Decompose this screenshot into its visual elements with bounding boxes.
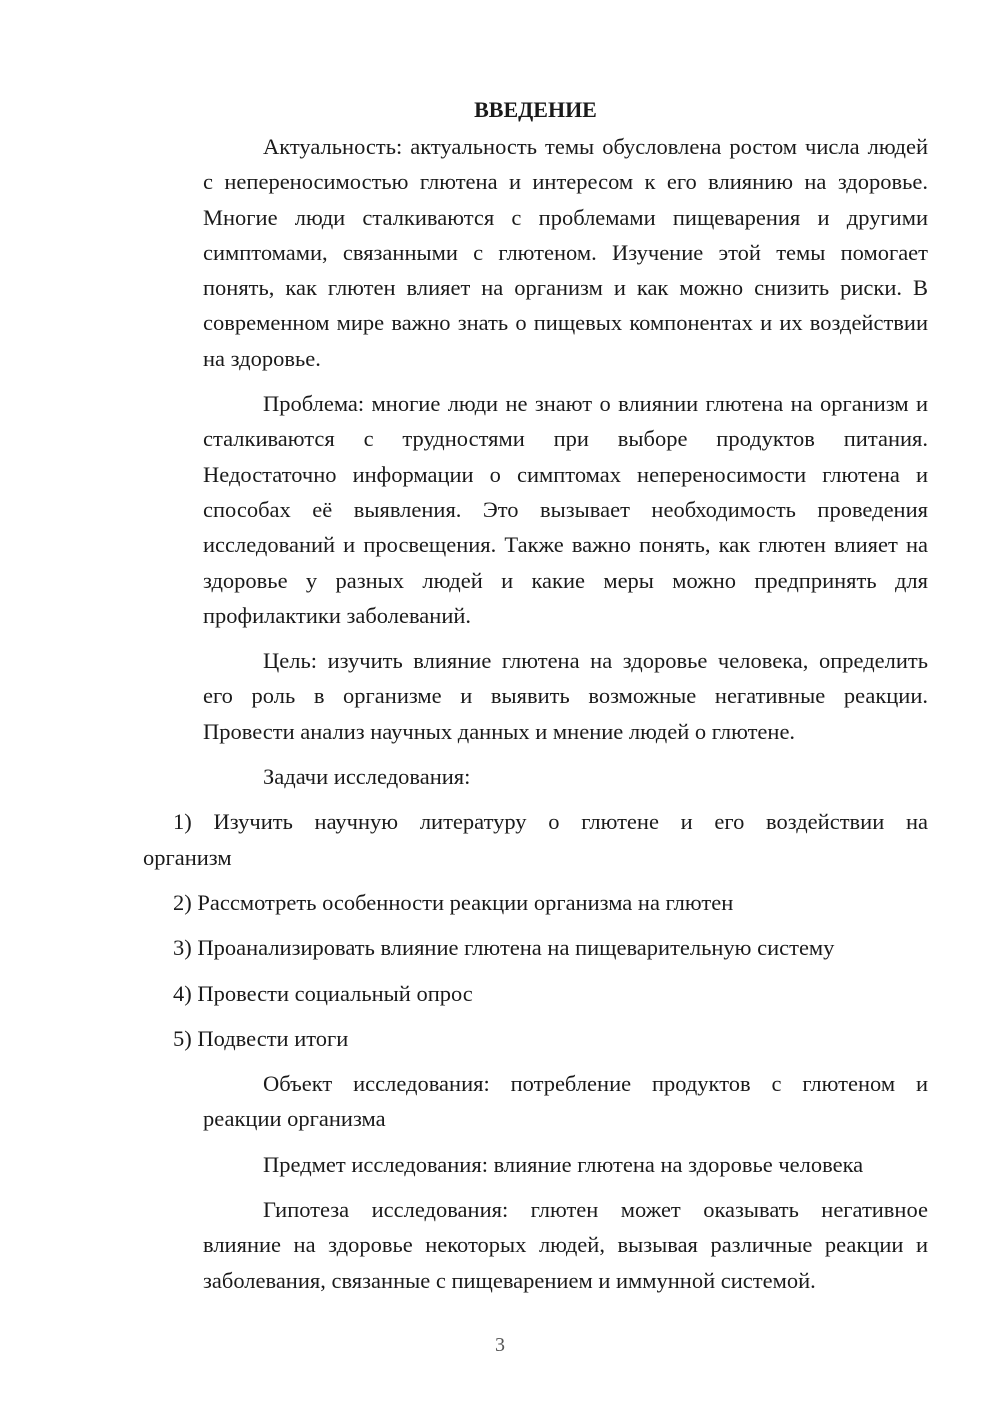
text-line: симптомами, связанными с глютеном. Изучение этой темы помогает [203,239,928,265]
text-line: Цель: изучить влияние глютена на здоровье человека, определить [263,648,928,674]
problem-paragraph [143,386,928,633]
page-content [143,92,928,1308]
text-line: 2) Рассмотреть особенности реакции организма на глютен [173,889,734,915]
tasks-heading [143,759,928,794]
text-line: Задачи исследования: [263,764,471,790]
text-line: Многие люди сталкиваются с проблемами пищеварения и другими [203,204,928,230]
text-line: понять, как глютен влияет на организм и как можно снизить риски. В [203,275,928,301]
page-number: 3 [495,1334,505,1356]
task-item-3 [143,930,928,965]
text-line: влияние на здоровье некоторых людей, вызывая различные реакции и [203,1232,928,1258]
text-line: сталкиваются с трудностями при выборе продуктов питания. [203,426,928,452]
hypothesis-paragraph [143,1192,928,1298]
text-line: 3) Проанализировать влияние глютена на пищеварительную систему [173,935,835,961]
text-line: 4) Провести социальный опрос [173,980,473,1006]
text-line: с непереносимостью глютена и интересом к его влиянию на здоровье. [203,169,928,195]
text-line: здоровье у разных людей и какие меры можно предпринять для [203,567,928,593]
section-title: ВВЕДЕНИЕ [474,97,597,122]
text-line: Гипотеза исследования: глютен может оказывать негативное [263,1197,928,1223]
text-line: профилактики заболеваний. [203,602,472,628]
relevance-paragraph [143,129,928,376]
text-line: организм [143,844,232,870]
task-item-5 [143,1021,928,1056]
text-line: современном мире важно знать о пищевых компонентах и их воздействии [203,310,928,336]
text-line: Провести анализ научных данных и мнение людей о глютене. [203,718,796,744]
text-line: Предмет исследования: влияние глютена на здоровье человека [263,1151,864,1177]
text-line: способах её выявления. Это вызывает необходимость проведения [203,496,928,522]
object-paragraph [143,1066,928,1137]
task-item-2 [143,885,928,920]
text-line: 1) Изучить научную литературу о глютене и его воздействии на [173,809,928,835]
text-line: исследований и просвещения. Также важно понять, как глютен влияет на [203,532,928,558]
text-line: на здоровье. [203,345,321,371]
text-line: заболевания, связанные с пищеварением и иммунной системой. [203,1267,816,1293]
text-line: Объект исследования: потребление продуктов с глютеном и [263,1071,928,1097]
task-item-1 [143,804,928,875]
text-line: Актуальность: актуальность темы обусловлена ростом числа людей [263,134,928,159]
text-line: 5) Подвести итоги [173,1025,349,1051]
task-item-4 [143,976,928,1011]
text-line: Проблема: многие люди не знают о влиянии глютена на организм и [263,391,928,417]
goal-paragraph [143,643,928,749]
text-line: реакции организма [203,1106,386,1132]
text-line: его роль в организме и выявить возможные негативные реакции. [203,683,928,709]
subject-paragraph [143,1147,928,1182]
text-line: Недостаточно информации о симптомах непереносимости глютена и [203,461,928,487]
